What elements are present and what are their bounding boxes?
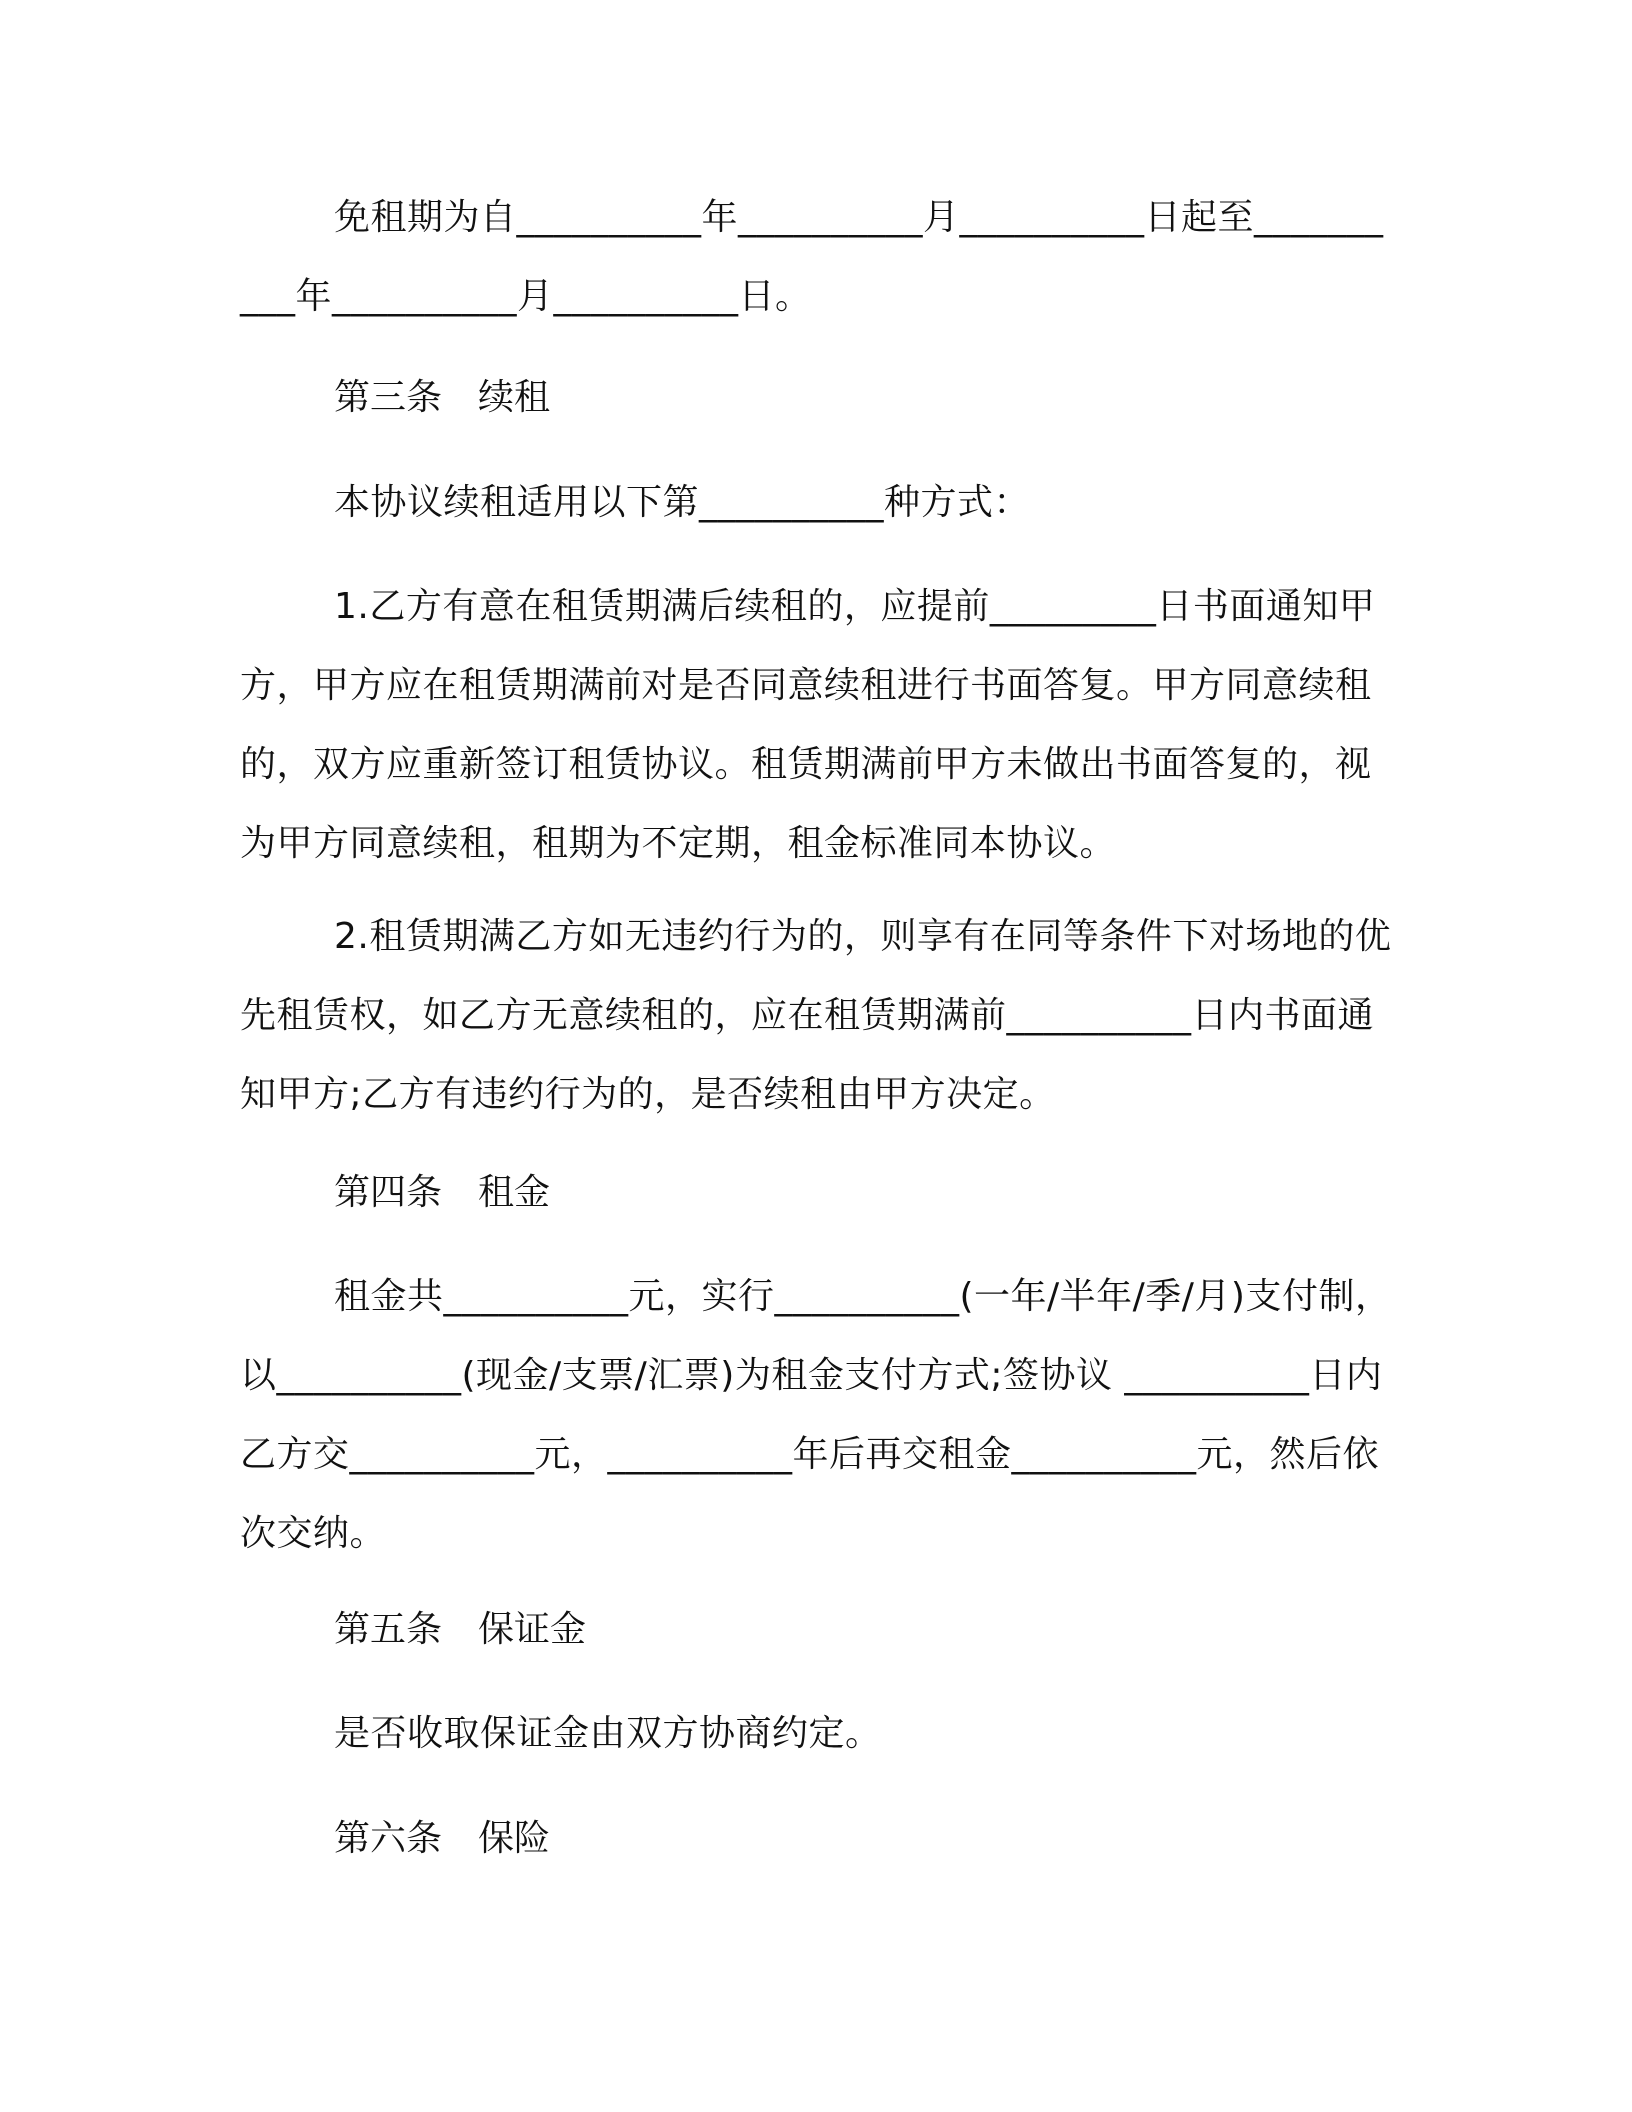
article-4-heading: 第四条 租金 xyxy=(334,1172,551,1213)
article-3-heading: 第三条 续租 xyxy=(334,377,551,418)
paragraph-deposit: 是否收取保证金由双方协商约定。 xyxy=(334,1713,882,1754)
article-6-heading: 第六条 保险 xyxy=(334,1818,551,1859)
paragraph-renewal-method: 本协议续租适用以下第__________种方式： xyxy=(334,482,1031,523)
article-5-heading: 第五条 保证金 xyxy=(334,1609,587,1650)
paragraph-rent-free-period: 免租期为自__________年__________月__________日起至__________年__________月__________日。 xyxy=(240,197,1384,317)
paragraph-rent-terms: 租金共__________元，实行__________(一年/半年/季/月)支付制，以__________(现金/支票/汇票)为租金支付方式;签协议 __________日内乙方交__________元，__________年后再交租金__________元，然后依次交纳。 xyxy=(240,1276,1392,1554)
paragraph-renewal-option-1: 1.乙方有意在租赁期满后续租的，应提前_________日书面通知甲方，甲方应在租赁期满前对是否同意续租进行书面答复。甲方同意续租的，双方应重新签订租赁协议。租赁期满前甲方未做出书面答复的，视为甲方同意续租，租期为不定期，租金标准同本协议。 xyxy=(240,586,1376,864)
paragraph-renewal-option-2: 2.租赁期满乙方如无违约行为的，则享有在同等条件下对场地的优先租赁权，如乙方无意续租的，应在租赁期满前__________日内书面通知甲方;乙方有违约行为的，是否续租由甲方决定。 xyxy=(240,916,1392,1115)
